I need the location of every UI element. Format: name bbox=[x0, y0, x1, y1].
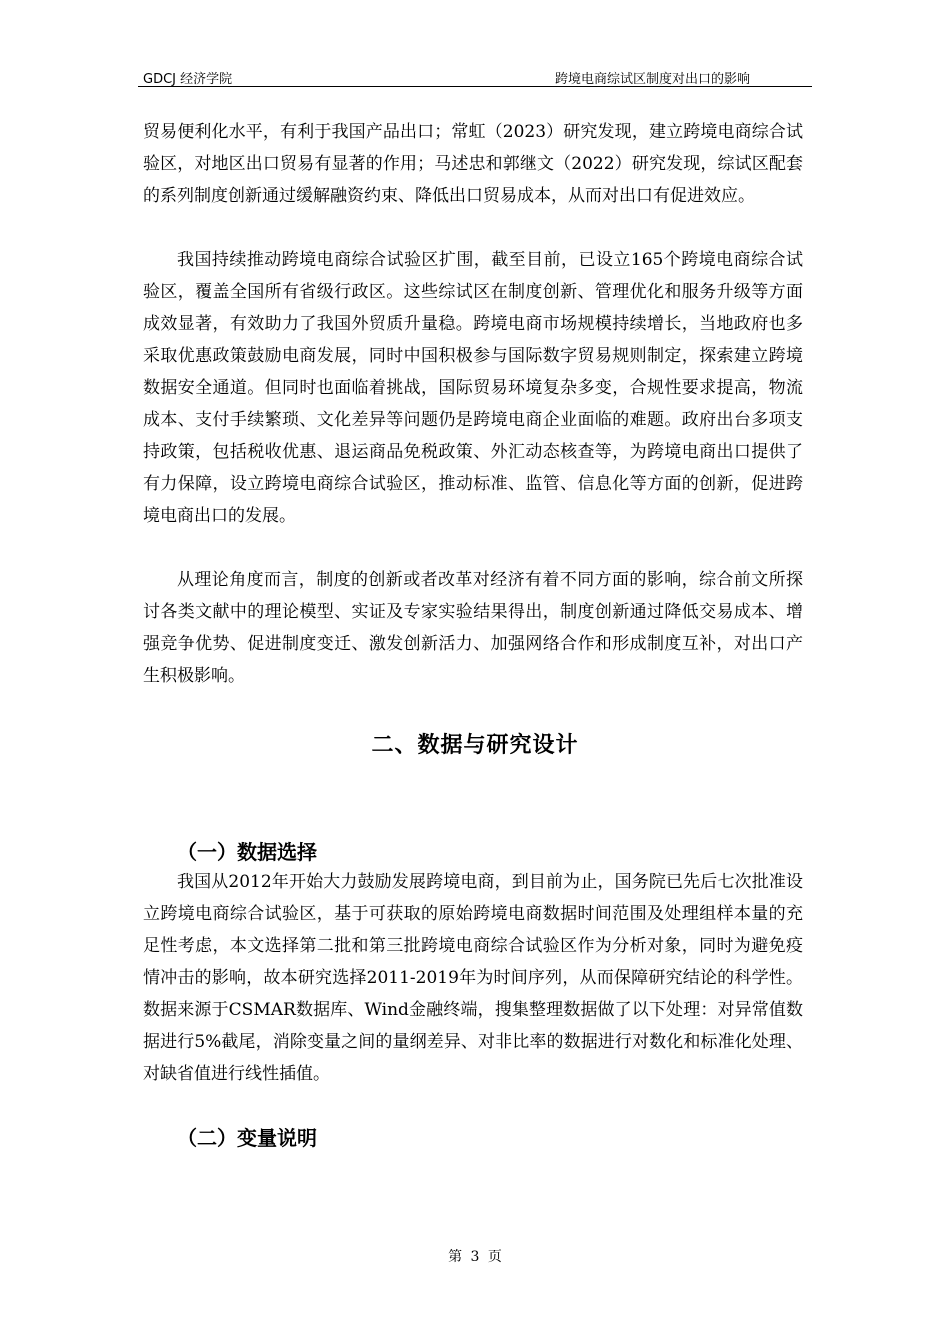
header-divider bbox=[138, 86, 812, 87]
paragraph-literature-review: 贸易便利化水平，有利于我国产品出口；常虹（2023）研究发现，建立跨境电商综合试验区，对地区出口贸易有显著的作用；马述忠和郭继文（2022）研究发现，综试区配套的系列制度创新通过缓解融资约束、降低出口贸易成本，从而对出口有促进效应。 bbox=[143, 122, 803, 206]
paragraph-pilot-zone-expansion: 我国持续推动跨境电商综合试验区扩围，截至目前，已设立165个跨境电商综合试验区，覆盖全国所有省级行政区。这些综试区在制度创新、管理优化和服务升级等方面成效显著，有效助力了我国外贸质升量稳。跨境电商市场规模持续增长，当地政府也多采取优惠政策鼓励电商发展，同时中国积极参与国际数字贸易规则制定，探索建立跨境数据安全通道。但同时也面临着挑战，国际贸易环境复杂多变，合规性要求提高，物流成本、支付手续繁琐、文化差异等问题仍是跨境电商企业面临的难题。政府出台多项支持政策，包括税收优惠、退运商品免税政策、外汇动态核查等，为跨境电商出口提供了有力保障，设立跨境电商综合试验区，推动标准、监管、信息化等方面的创新，促进跨境电商出口的发展。 bbox=[143, 250, 803, 526]
subsection-title-data-selection: （一）数据选择 bbox=[177, 840, 317, 864]
paragraph-data-selection: 我国从2012年开始大力鼓励发展跨境电商，到目前为止，国务院已先后七次批准设立跨境电商综合试验区，基于可获取的原始跨境电商数据时间范围及处理组样本量的充足性考虑，本文选择第二批和第三批跨境电商综合试验区作为分析对象，同时为避免疫情冲击的影响，故本研究选择2011-2019年为时间序列，从而保障研究结论的科学性。数据来源于CSMAR数据库、Wind金融终端，搜集整理数据做了以下处理：对异常值数据进行5%截尾，消除变量之间的量纲差异、对非比率的数据进行对数化和标准化处理、对缺省值进行线性插值。 bbox=[143, 872, 803, 1084]
paragraph-theory-summary: 从理论角度而言，制度的创新或者改革对经济有着不同方面的影响，综合前文所探讨各类文献中的理论模型、实证及专家实验结果得出，制度创新通过降低交易成本、增强竞争优势、促进制度变迁、激发创新活力、加强网络合作和形成制度互补，对出口产生积极影响。 bbox=[143, 570, 803, 686]
section-title: 二、数据与研究设计 bbox=[371, 733, 579, 758]
subsection-title-variables: （二）变量说明 bbox=[177, 1126, 317, 1150]
header-right-text: 跨境电商综试区制度对出口的影响 bbox=[554, 72, 750, 87]
header-left-text: GDCJ 经济学院 bbox=[143, 72, 233, 87]
page-number: 第 3 页 bbox=[448, 1249, 502, 1265]
